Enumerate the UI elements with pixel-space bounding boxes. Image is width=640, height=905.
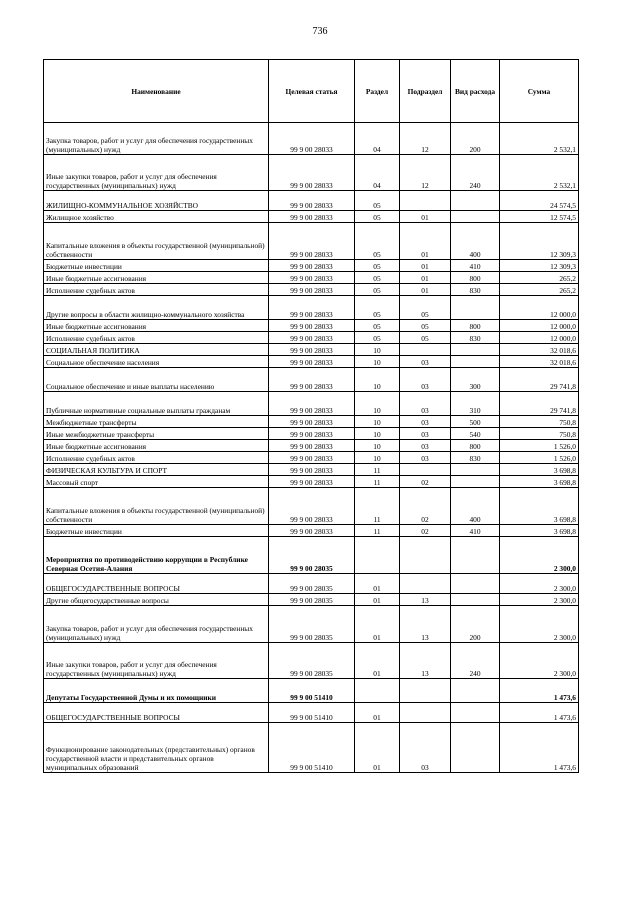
cell-target: 99 9 00 28033 — [269, 452, 355, 464]
cell-name: Функционирование законодательных (представительных) органов государственной власти и представительных органов муниципальных образований — [44, 723, 269, 773]
table-row — [44, 476, 579, 488]
cell-target: 99 9 00 28033 — [269, 320, 355, 332]
cell-target: 99 9 00 28033 — [269, 368, 355, 392]
cell-expense-type — [451, 344, 500, 356]
table-row — [44, 392, 579, 416]
cell-subsection: 02 — [400, 476, 451, 488]
header-sum: Сумма — [500, 60, 579, 123]
header-section: Раздел — [355, 60, 400, 123]
cell-section: 10 — [355, 428, 400, 440]
table-row — [44, 525, 579, 537]
cell-sum: 2 300,0 — [500, 643, 579, 679]
cell-section: 10 — [355, 356, 400, 368]
header-target: Целевая статья — [269, 60, 355, 123]
cell-sum: 29 741,8 — [500, 392, 579, 416]
cell-section: 01 — [355, 703, 400, 723]
cell-name: ЖИЛИЩНО-КОММУНАЛЬНОЕ ХОЗЯЙСТВО — [44, 191, 269, 211]
cell-target: 99 9 00 28033 — [269, 488, 355, 525]
cell-expense-type: 800 — [451, 272, 500, 284]
cell-section: 05 — [355, 191, 400, 211]
cell-expense-type — [451, 476, 500, 488]
cell-section: 05 — [355, 223, 400, 260]
cell-target: 99 9 00 28033 — [269, 191, 355, 211]
cell-sum: 1 473,6 — [500, 703, 579, 723]
cell-expense-type: 800 — [451, 440, 500, 452]
cell-expense-type: 500 — [451, 416, 500, 428]
table-row — [44, 703, 579, 723]
cell-section: 01 — [355, 594, 400, 606]
table-row — [44, 272, 579, 284]
cell-name: Межбюджетные трансферты — [44, 416, 269, 428]
cell-name: Социальное обеспечение населения — [44, 356, 269, 368]
cell-target: 99 9 00 28035 — [269, 537, 355, 574]
cell-expense-type: 400 — [451, 488, 500, 525]
cell-target: 99 9 00 28033 — [269, 476, 355, 488]
cell-subsection: 03 — [400, 428, 451, 440]
cell-target: 99 9 00 28033 — [269, 428, 355, 440]
cell-name: Закупка товаров, работ и услуг для обеспечения государственных (муниципальных) нужд — [44, 123, 269, 155]
cell-target: 99 9 00 28033 — [269, 344, 355, 356]
cell-subsection: 12 — [400, 123, 451, 155]
cell-name: Другие общегосударственные вопросы — [44, 594, 269, 606]
cell-name: Мероприятия по противодействию коррупции в Республике Северная Осетия-Алания — [44, 537, 269, 574]
table-header-row — [44, 60, 579, 123]
cell-expense-type: 240 — [451, 643, 500, 679]
cell-target: 99 9 00 28033 — [269, 223, 355, 260]
cell-target: 99 9 00 28033 — [269, 272, 355, 284]
table-row — [44, 464, 579, 476]
header-name: Наименование — [44, 60, 269, 123]
cell-name: Иные бюджетные ассигнования — [44, 320, 269, 332]
cell-subsection: 02 — [400, 525, 451, 537]
cell-name: Исполнение судебных актов — [44, 284, 269, 296]
cell-sum: 2 300,0 — [500, 606, 579, 643]
table-row — [44, 260, 579, 272]
cell-subsection: 03 — [400, 392, 451, 416]
cell-sum: 12 000,0 — [500, 332, 579, 344]
cell-target: 99 9 00 28033 — [269, 416, 355, 428]
cell-subsection: 05 — [400, 332, 451, 344]
cell-target: 99 9 00 28033 — [269, 525, 355, 537]
cell-target: 99 9 00 28033 — [269, 296, 355, 320]
cell-name: Иные закупки товаров, работ и услуг для обеспечения государственных (муниципальных) нужд — [44, 155, 269, 191]
cell-expense-type — [451, 679, 500, 703]
cell-subsection: 03 — [400, 723, 451, 773]
cell-sum: 2 300,0 — [500, 594, 579, 606]
cell-target: 99 9 00 28035 — [269, 606, 355, 643]
header-subsection: Подраздел — [400, 60, 451, 123]
cell-name: ОБЩЕГОСУДАРСТВЕННЫЕ ВОПРОСЫ — [44, 703, 269, 723]
cell-sum: 2 300,0 — [500, 574, 579, 594]
cell-sum: 2 532,1 — [500, 123, 579, 155]
page-number: 736 — [312, 26, 328, 37]
cell-subsection: 03 — [400, 416, 451, 428]
table-row — [44, 679, 579, 703]
cell-section: 05 — [355, 211, 400, 223]
cell-sum: 265,2 — [500, 272, 579, 284]
cell-section: 05 — [355, 296, 400, 320]
cell-expense-type: 830 — [451, 452, 500, 464]
cell-subsection: 03 — [400, 452, 451, 464]
cell-target: 99 9 00 28035 — [269, 643, 355, 679]
cell-subsection — [400, 679, 451, 703]
cell-section: 10 — [355, 392, 400, 416]
table-row — [44, 368, 579, 392]
cell-target: 99 9 00 28033 — [269, 284, 355, 296]
cell-expense-type — [451, 191, 500, 211]
table-row — [44, 428, 579, 440]
cell-expense-type: 200 — [451, 123, 500, 155]
cell-target: 99 9 00 28033 — [269, 356, 355, 368]
cell-section: 01 — [355, 643, 400, 679]
cell-target: 99 9 00 28033 — [269, 211, 355, 223]
cell-target: 99 9 00 28035 — [269, 594, 355, 606]
cell-sum: 32 018,6 — [500, 356, 579, 368]
cell-name: Массовый спорт — [44, 476, 269, 488]
cell-name: Депутаты Государственной Думы и их помощники — [44, 679, 269, 703]
cell-sum: 2 300,0 — [500, 537, 579, 574]
cell-subsection: 05 — [400, 320, 451, 332]
cell-sum: 12 309,3 — [500, 260, 579, 272]
cell-sum: 750,8 — [500, 416, 579, 428]
cell-name: Социальное обеспечение и иные выплаты населению — [44, 368, 269, 392]
cell-subsection: 01 — [400, 260, 451, 272]
cell-expense-type — [451, 537, 500, 574]
cell-section: 05 — [355, 320, 400, 332]
cell-name: Исполнение судебных актов — [44, 452, 269, 464]
cell-section: 11 — [355, 464, 400, 476]
cell-target: 99 9 00 28033 — [269, 123, 355, 155]
table-row — [44, 606, 579, 643]
cell-expense-type: 310 — [451, 392, 500, 416]
table-row — [44, 574, 579, 594]
table-row — [44, 440, 579, 452]
cell-name: ОБЩЕГОСУДАРСТВЕННЫЕ ВОПРОСЫ — [44, 574, 269, 594]
cell-sum: 2 532,1 — [500, 155, 579, 191]
cell-sum: 1 526,0 — [500, 440, 579, 452]
cell-sum: 12 309,3 — [500, 223, 579, 260]
cell-subsection: 13 — [400, 594, 451, 606]
cell-sum: 24 574,5 — [500, 191, 579, 211]
cell-name: Бюджетные инвестиции — [44, 260, 269, 272]
cell-sum: 3 698,8 — [500, 488, 579, 525]
cell-subsection — [400, 703, 451, 723]
cell-sum: 1 526,0 — [500, 452, 579, 464]
table-row — [44, 223, 579, 260]
cell-sum: 750,8 — [500, 428, 579, 440]
table-row — [44, 123, 579, 155]
cell-subsection: 03 — [400, 368, 451, 392]
cell-name: СОЦИАЛЬНАЯ ПОЛИТИКА — [44, 344, 269, 356]
cell-section: 05 — [355, 284, 400, 296]
cell-section — [355, 679, 400, 703]
cell-subsection: 02 — [400, 488, 451, 525]
cell-sum: 1 473,6 — [500, 679, 579, 703]
table-row — [44, 594, 579, 606]
cell-target: 99 9 00 28033 — [269, 392, 355, 416]
cell-subsection: 01 — [400, 211, 451, 223]
cell-section: 04 — [355, 123, 400, 155]
cell-name: Публичные нормативные социальные выплаты гражданам — [44, 392, 269, 416]
table-row — [44, 488, 579, 525]
cell-expense-type: 830 — [451, 284, 500, 296]
cell-section: 10 — [355, 344, 400, 356]
cell-sum: 3 698,8 — [500, 464, 579, 476]
cell-section: 10 — [355, 416, 400, 428]
cell-section: 11 — [355, 488, 400, 525]
table-row — [44, 452, 579, 464]
cell-expense-type: 400 — [451, 223, 500, 260]
cell-subsection: 13 — [400, 643, 451, 679]
cell-name: Исполнение судебных актов — [44, 332, 269, 344]
cell-section: 01 — [355, 574, 400, 594]
table-row — [44, 296, 579, 320]
cell-subsection — [400, 344, 451, 356]
cell-subsection — [400, 191, 451, 211]
cell-section: 11 — [355, 476, 400, 488]
table-row — [44, 723, 579, 773]
cell-sum: 12 574,5 — [500, 211, 579, 223]
cell-name: Капитальные вложения в объекты государственной (муниципальной) собственности — [44, 223, 269, 260]
cell-name: Жилищное хозяйство — [44, 211, 269, 223]
cell-expense-type: 540 — [451, 428, 500, 440]
cell-subsection — [400, 574, 451, 594]
cell-target: 99 9 00 51410 — [269, 723, 355, 773]
cell-expense-type — [451, 703, 500, 723]
cell-section: 01 — [355, 723, 400, 773]
cell-sum: 1 473,6 — [500, 723, 579, 773]
cell-subsection — [400, 537, 451, 574]
cell-expense-type — [451, 464, 500, 476]
cell-target: 99 9 00 51410 — [269, 703, 355, 723]
cell-expense-type: 830 — [451, 332, 500, 344]
cell-target: 99 9 00 28033 — [269, 155, 355, 191]
cell-expense-type — [451, 211, 500, 223]
cell-sum: 32 018,6 — [500, 344, 579, 356]
cell-section — [355, 537, 400, 574]
cell-target: 99 9 00 28033 — [269, 260, 355, 272]
cell-expense-type: 200 — [451, 606, 500, 643]
cell-expense-type — [451, 594, 500, 606]
cell-name: Иные бюджетные ассигнования — [44, 440, 269, 452]
table-row — [44, 537, 579, 574]
cell-name: Иные бюджетные ассигнования — [44, 272, 269, 284]
cell-section: 01 — [355, 606, 400, 643]
cell-section: 11 — [355, 525, 400, 537]
table-row — [44, 155, 579, 191]
table-row — [44, 211, 579, 223]
cell-sum: 265,2 — [500, 284, 579, 296]
cell-sum: 29 741,8 — [500, 368, 579, 392]
cell-sum: 3 698,8 — [500, 525, 579, 537]
cell-name: Капитальные вложения в объекты государственной (муниципальной) собственности — [44, 488, 269, 525]
table-row — [44, 320, 579, 332]
cell-target: 99 9 00 28033 — [269, 332, 355, 344]
cell-sum: 12 000,0 — [500, 296, 579, 320]
cell-subsection: 13 — [400, 606, 451, 643]
table-row — [44, 284, 579, 296]
cell-sum: 12 000,0 — [500, 320, 579, 332]
cell-section: 05 — [355, 272, 400, 284]
cell-subsection: 01 — [400, 272, 451, 284]
cell-section: 10 — [355, 440, 400, 452]
table-row — [44, 356, 579, 368]
table-row — [44, 643, 579, 679]
cell-expense-type: 410 — [451, 260, 500, 272]
cell-target: 99 9 00 28035 — [269, 574, 355, 594]
cell-section: 10 — [355, 368, 400, 392]
cell-name: Другие вопросы в области жилищно-коммунального хозяйства — [44, 296, 269, 320]
cell-subsection: 12 — [400, 155, 451, 191]
cell-section: 04 — [355, 155, 400, 191]
header-expense-type: Вид расхода — [451, 60, 500, 123]
cell-expense-type: 800 — [451, 320, 500, 332]
cell-subsection: 01 — [400, 284, 451, 296]
cell-expense-type — [451, 356, 500, 368]
cell-expense-type: 240 — [451, 155, 500, 191]
cell-section: 05 — [355, 260, 400, 272]
cell-subsection: 03 — [400, 440, 451, 452]
cell-name: ФИЗИЧЕСКАЯ КУЛЬТУРА И СПОРТ — [44, 464, 269, 476]
cell-expense-type: 300 — [451, 368, 500, 392]
budget-table — [43, 59, 579, 773]
cell-subsection: 01 — [400, 223, 451, 260]
cell-section: 05 — [355, 332, 400, 344]
cell-name: Иные закупки товаров, работ и услуг для обеспечения государственных (муниципальных) нужд — [44, 643, 269, 679]
cell-target: 99 9 00 51410 — [269, 679, 355, 703]
table-row — [44, 191, 579, 211]
table-row — [44, 344, 579, 356]
cell-subsection: 05 — [400, 296, 451, 320]
table-row — [44, 416, 579, 428]
cell-target: 99 9 00 28033 — [269, 440, 355, 452]
cell-expense-type — [451, 723, 500, 773]
cell-subsection: 03 — [400, 356, 451, 368]
cell-name: Иные межбюджетные трансферты — [44, 428, 269, 440]
cell-expense-type: 410 — [451, 525, 500, 537]
cell-name: Закупка товаров, работ и услуг для обеспечения государственных (муниципальных) нужд — [44, 606, 269, 643]
cell-expense-type — [451, 296, 500, 320]
cell-subsection — [400, 464, 451, 476]
cell-expense-type — [451, 574, 500, 594]
table-row — [44, 332, 579, 344]
cell-section: 10 — [355, 452, 400, 464]
cell-sum: 3 698,8 — [500, 476, 579, 488]
cell-name: Бюджетные инвестиции — [44, 525, 269, 537]
cell-target: 99 9 00 28033 — [269, 464, 355, 476]
